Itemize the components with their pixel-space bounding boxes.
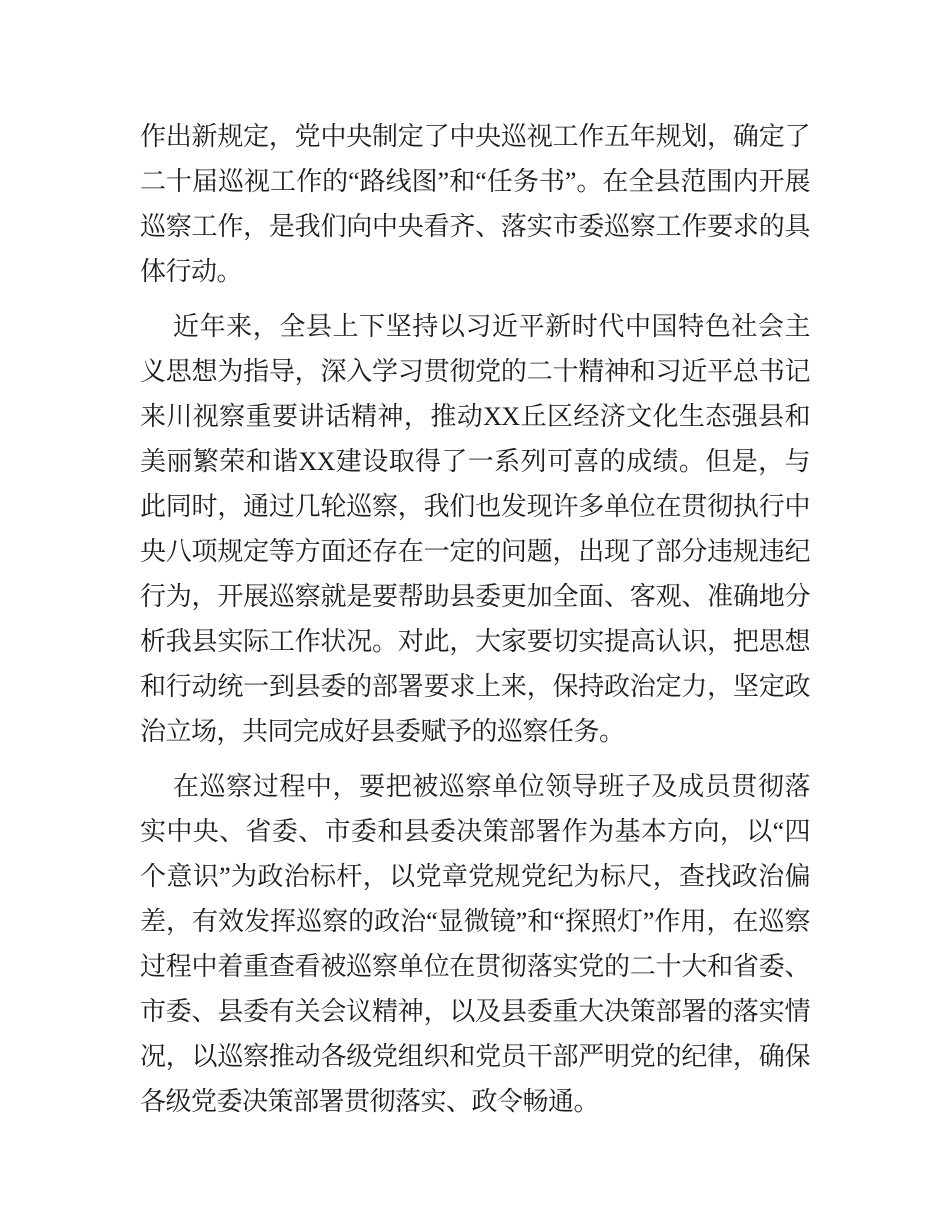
paragraph-inspection-process: 在巡察过程中，要把被巡察单位领导班子及成员贯彻落实中央、省委、市委和县委决策部署作为基本方向，以“四个意识”为政治标杆，以党章党规党纪为标尺，查找政治偏差，有效发挥巡察的政治“显微镜”和“探照灯”作用，在巡察过程中着重查看被巡察单位在贯彻落实党的二十大和省委、市委、县委有关会议精神，以及县委重大决策部署的落实情况，以巡察推动各级党组织和党员干部严明党的纪律，确保各级党委决策部署贯彻落实、政令畅通。 bbox=[140, 772, 810, 1116]
paragraph-continuation: 作出新规定，党中央制定了中央巡视工作五年规划，确定了二十届巡视工作的“路线图”和“任务书”。在全县范围内开展巡察工作，是我们向中央看齐、落实市委巡察工作要求的具体行动。 bbox=[140, 122, 810, 286]
paragraph-recent-years: 近年来，全县上下坚持以习近平新时代中国特色社会主义思想为指导，深入学习贯彻党的二十精神和习近平总书记来川视察重要讲话精神，推动XX丘区经济文化生态强县和美丽繁荣和谐XX建设取得了一系列可喜的成绩。但是，与此同时，通过几轮巡察，我们也发现许多单位在贯彻执行中央八项规定等方面还存在一定的问题，出现了部分违规违纪行为，开展巡察就是要帮助县委更加全面、客观、准确地分析我县实际工作状况。对此，大家要切实提高认识，把思想和行动统一到县委的部署要求上来，保持政治定力，坚定政治立场，共同完成好县委赋予的巡察任务。 bbox=[140, 312, 810, 746]
